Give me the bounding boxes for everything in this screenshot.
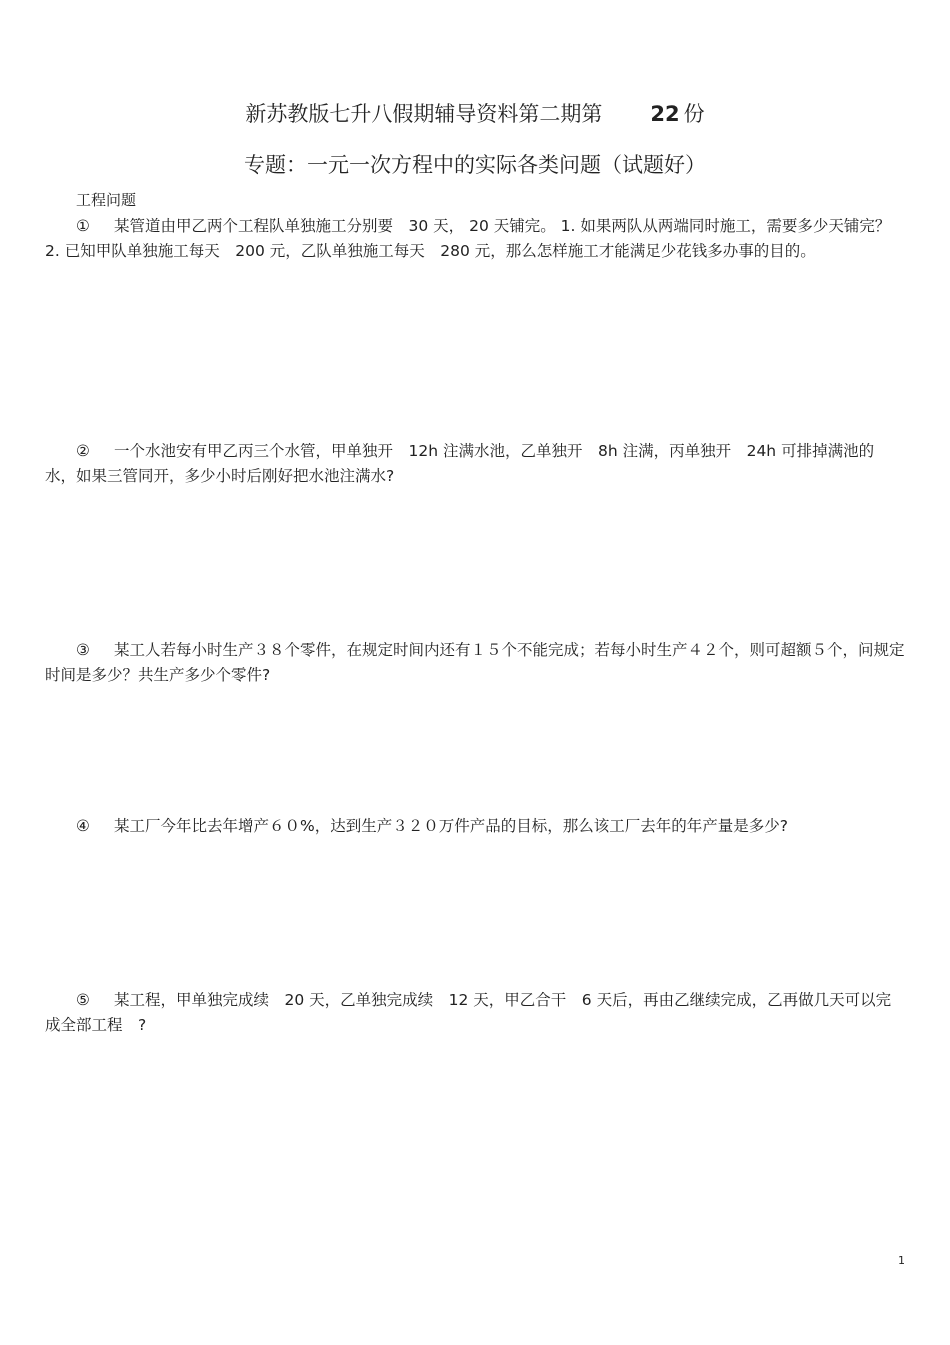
problem-text: 某工人若每小时生产３８个零件，在规定时间内还有１５个不能完成；若每小时生产４２个，则可超额５个，问规定时间是多少？共生产多少个零件? <box>45 641 905 684</box>
section-heading: 工程问题 <box>76 191 137 209</box>
problem-text: 一个水池安有甲乙丙三个水管，甲单独开 12h 注满水池，乙单独开 8h 注满，丙单独开 24h 可排掉满池的水，如果三管同开，多少小时后刚好把水池注满水? <box>45 442 875 485</box>
title-suffix: 份 <box>683 102 705 126</box>
problem-marker: ② <box>76 442 90 460</box>
problem-5 <box>45 988 905 1038</box>
document-title <box>0 100 950 128</box>
problem-1 <box>45 214 905 264</box>
problem-text: 某工厂今年比去年增产６０%，达到生产３２０万件产品的目标，那么该工厂去年的年产量是多少? <box>114 817 788 835</box>
document-subtitle: 专题：一元一次方程中的实际各类问题（试题好） <box>244 153 706 177</box>
problem-text: 某工程，甲单独完成续 20 天，乙单独完成续 12 天，甲乙合干 6 天后，再由乙继续完成，乙再做几天可以完成全部工程 ? <box>45 991 892 1034</box>
page-number: 1 <box>898 1254 905 1267</box>
problem-marker: ① <box>76 217 90 235</box>
problem-2 <box>45 439 905 489</box>
problem-marker: ⑤ <box>76 991 90 1009</box>
problem-3 <box>45 638 905 688</box>
problem-marker: ③ <box>76 641 90 659</box>
problem-marker: ④ <box>76 817 90 835</box>
title-text: 新苏教版七升八假期辅导资料第二期第 <box>245 102 603 126</box>
problem-4 <box>45 814 905 839</box>
title-number: 22 <box>650 102 680 126</box>
problem-text: 某管道由甲乙两个工程队单独施工分别要 30 天， 20 天铺完。 1. 如果两队从两端同时施工，需要多少天铺完？ 2. 已知甲队单独施工每天 200 元，乙队单独施工每天 280 元，那么怎样施工才能满足少花钱多办事的目的。 <box>45 217 906 260</box>
